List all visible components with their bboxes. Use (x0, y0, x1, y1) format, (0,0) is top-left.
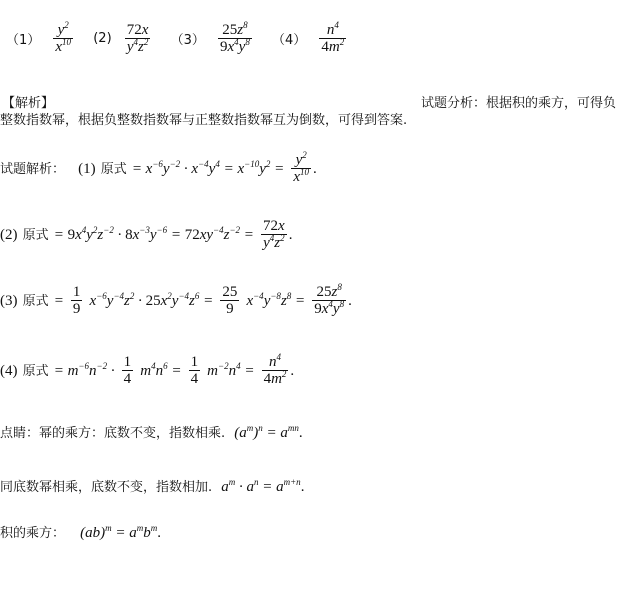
solution-2-yuanshi: 原式 (22, 228, 49, 243)
solution-3: (3) 原式 = $\frac{1}{9}$ $x^{-6}y^{-4}z^2 \cdot 25x^2y^{-4}z^6$ = $\frac{25}{9}$ $x^{-4}y^{-8}z^8$ = $\frac{25z^8}{9x^4y^8}$ . (0, 282, 352, 317)
solution-2-result: $\frac{72x}{y^4z^2}$ (263, 218, 285, 251)
solution-4-label: (4) (0, 363, 18, 379)
solution-2-label: (2) (0, 227, 18, 243)
answer-4-label: （4） (272, 33, 307, 48)
answer-2-fraction: $\frac{72x}{y^4z^2}$ (126, 22, 149, 55)
analysis-line-2: 整数指数幂，根据负整数指数幂与正整数指数幂互为倒数，可得到答案. (0, 113, 408, 128)
note-same-base: 同底数幂相乘，底数不变，指数相加. $a^m \cdot a^n = a^{m+n}$. (0, 477, 305, 495)
answer-3-label: （3） (170, 33, 205, 48)
solution-4: (4) 原式 = $m^{-6}n^{-2}$ · $\frac{1}{4}$ $m^4n^6$ = $\frac{1}{4}$ $m^{-2}n^4$ = $\frac{n^4}{4m^2}$ . (0, 352, 295, 387)
solution-2: (2) 原式 = $9x^4y^2z^{-2} \cdot 8x^{-3}y^{-6} = 72xy^{-4}z^{-2}$ = $\frac{72x}{y^4z^2}$ . (0, 218, 293, 251)
solution-1-result: $\frac{y^2}{x^{10}}$ (293, 150, 310, 185)
note-power-of-product: 积的乘方： $(ab)^m = a^mb^m$. (0, 523, 161, 541)
answer-line (6, 22, 348, 55)
note-power-of-product-text: 积的乘方： (0, 526, 66, 541)
solution-intro: 试题解析： (0, 162, 66, 177)
solution-4-yuanshi: 原式 (22, 364, 49, 379)
answer-4-fraction: $\frac{n^4}{4m^2}$ (321, 20, 345, 55)
solution-3-yuanshi: 原式 (22, 294, 49, 309)
answer-3-fraction: $\frac{25z^8}{9x^4y^8}$ (219, 20, 250, 55)
solution-1-label: (1) (78, 161, 96, 177)
answer-1-label: （1） (6, 33, 41, 48)
note-power-of-power: 点睛：幂的乘方：底数不变，指数相乘. $(a^m)^n = a^{mn}$. (0, 423, 303, 441)
note-same-base-text: 同底数幂相乘，底数不变，指数相加. (0, 480, 213, 495)
answer-2-label: (2) (93, 31, 112, 46)
solution-3-label: (3) (0, 293, 18, 309)
analysis-header: 【解析】 (2, 96, 55, 111)
solution-1: 试题解析： (1) 原式 = $x^{-6}y^{-2} \cdot x^{-4}y^4 = x^{-10}y^2$ = $\frac{y^2}{x^{10}}$ . (0, 150, 317, 185)
note-power-of-power-text: 点睛：幂的乘方：底数不变，指数相乘. (0, 426, 226, 441)
solution-3-result: $\frac{25z^8}{9x^4y^8}$ (314, 282, 345, 317)
solution-1-yuanshi: 原式 (100, 162, 127, 177)
solution-4-result: $\frac{n^4}{4m^2}$ (263, 352, 287, 387)
answer-1-fraction: $\frac{y^2}{x^{10}}$ (55, 20, 72, 55)
analysis-right-text: 试题分析：根据积的乘方，可得负 (421, 96, 617, 111)
